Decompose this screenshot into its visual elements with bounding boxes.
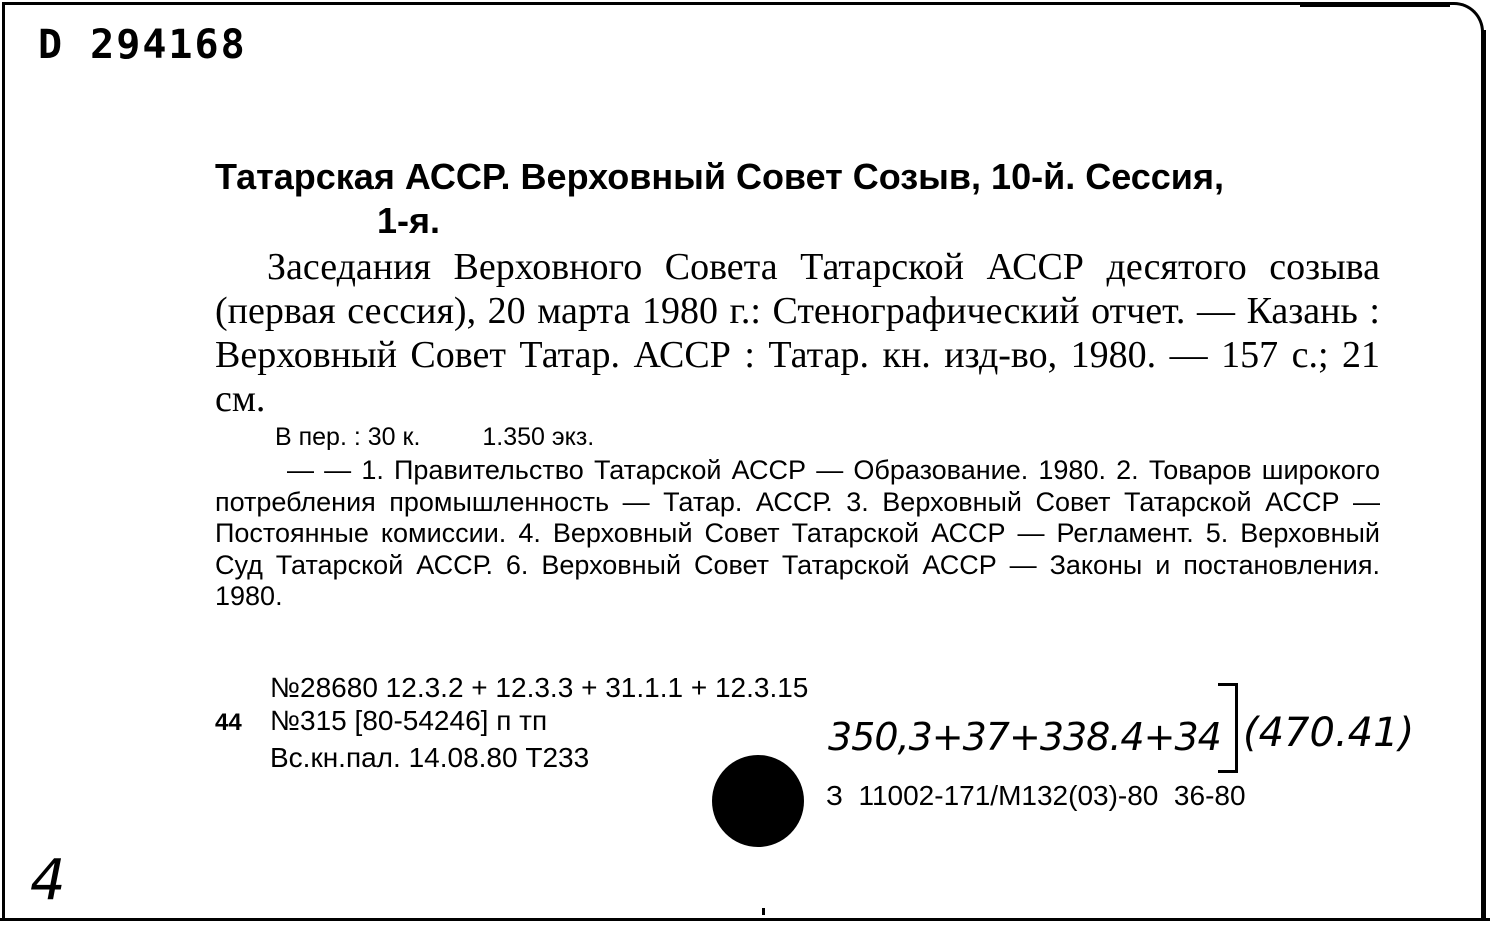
handwritten-page-number: 4 xyxy=(30,848,66,913)
dot-mark xyxy=(762,908,765,915)
heading-line-1: Татарская АССР. Верховный Совет Созыв, 10-й. Сессия, xyxy=(215,156,1224,197)
punch-hole xyxy=(712,755,804,847)
call-number: D 294168 xyxy=(38,22,247,68)
card-bottom-edge xyxy=(0,918,1490,921)
handwritten-bracket xyxy=(1218,683,1238,773)
card-right-edge xyxy=(1482,30,1486,920)
order-number: №315 [80-54246] п тп xyxy=(270,705,548,736)
classification-codes: №28680 12.3.2 + 12.3.3 + 31.1.1 + 12.3.15 xyxy=(270,672,809,703)
price: В пер. : 30 к. xyxy=(275,423,421,451)
card-number-44: 44 xyxy=(215,709,242,736)
chamber-registration: Вс.кн.пал. 14.08.80 Т233 xyxy=(270,742,590,773)
price-line xyxy=(275,423,594,452)
handwritten-total: (470.41) xyxy=(1243,710,1415,756)
subject-headings: — — 1. Правительство Татарской АССР — Образование. 1980. 2. Товаров широкого потребления промышленность — Татар. АССР. 3. Верховный Совет Татарской АССР — Постоянные комиссии. 4. Верховный Совет Татарской АССР — Регламент. 5. Верховный Суд Татарской АССР. 6. Верховный Совет Татарской АССР — Законы и постановления. 1980. xyxy=(215,455,1380,611)
index-code-line: З 11002-171/М132(03)-80 36-80 xyxy=(826,780,1246,811)
card-top-edge-fragment xyxy=(1300,4,1450,7)
card-heading xyxy=(215,155,1385,243)
handwritten-calculation: 350,3+37+338.4+34 xyxy=(828,715,1221,759)
bibliographic-description: Заседания Верховного Совета Татарской АССР десятого созыва (первая сессия), 20 марта 1980 г.: Стенографический отчет. — Казань : Верховный Совет Татар. АССР : Татар. кн. изд-во, 1980. — 157 с.; 21 см. xyxy=(215,246,1380,420)
copies: 1.350 экз. xyxy=(482,423,595,451)
heading-line-2: 1-я. xyxy=(377,200,441,241)
